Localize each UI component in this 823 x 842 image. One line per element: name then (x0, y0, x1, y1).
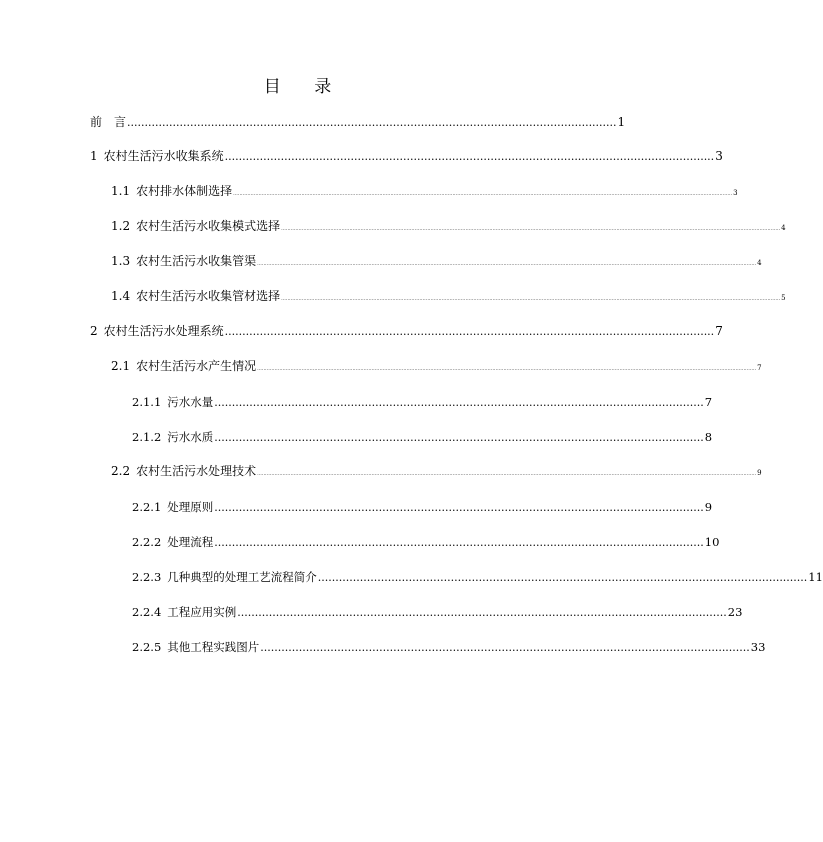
toc-entry-page: 7 (704, 395, 713, 409)
page-title: 目 录 (263, 77, 346, 97)
toc-entry-page: 9 (704, 500, 713, 514)
toc-entry-preface[interactable] (90, 114, 626, 130)
toc-entry-label: 农村生活污水收集模式选择 (136, 219, 281, 233)
toc-leader-dots: .......................................................................................................................................................................................................................................................................................................................... (233, 191, 733, 197)
toc-entry-label: 处理流程 (167, 535, 214, 549)
toc-entry-section-2-1[interactable] (111, 358, 762, 374)
toc-entry-label: 农村生活污水处理系统 (103, 324, 224, 338)
toc-entry-number: 2.1 (111, 359, 131, 373)
toc-entry-label: 农村生活污水收集管渠 (136, 254, 257, 268)
toc-entry-number: 2.2 (111, 464, 131, 478)
toc-leader-dots: ............................................................................................................................................ (224, 150, 715, 163)
toc-leader-dots: ............................................................................................................................................ (214, 536, 704, 549)
toc-entry-subsection-2-2-5[interactable] (132, 639, 766, 655)
toc-leader-dots: ............................................................................................................................................ (224, 325, 715, 338)
toc-leader-dots: ............................................................................................................................................ (214, 501, 704, 514)
toc-entry-page: 3 (715, 149, 723, 163)
toc-entry-page: 5 (781, 294, 786, 302)
toc-entry-number: 1.2 (111, 219, 131, 233)
toc-entry-page: 10 (704, 535, 720, 549)
toc-leader-dots: ............................................................................................................................................ (317, 571, 808, 584)
toc-entry-number: 1.1 (111, 184, 131, 198)
toc-entry-page: 8 (704, 430, 713, 444)
toc-entry-label: 处理原则 (167, 500, 214, 514)
toc-leader-dots: .......................................................................................................................................................................................................................................................................................................................... (257, 261, 757, 267)
toc-entry-label: 工程应用实例 (167, 605, 237, 619)
toc-entry-page: 7 (715, 324, 723, 338)
toc-entry-page: 11 (808, 570, 823, 584)
toc-entry-number: 2.2.3 (132, 570, 162, 584)
toc-entry-page: 7 (757, 364, 762, 372)
toc-entry-number: 2.1.2 (132, 430, 162, 444)
toc-entry-number: 1.4 (111, 289, 131, 303)
toc-entry-label: 农村生活污水收集管材选择 (136, 289, 281, 303)
toc-leader-dots: .......................................................................................................................................................................................................................................................................................................................... (257, 366, 757, 372)
toc-entry-number: 2.2.4 (132, 605, 162, 619)
toc-entry-number: 2.2.1 (132, 500, 162, 514)
toc-entry-page: 33 (750, 640, 766, 654)
toc-entry-label: 污水水质 (167, 430, 214, 444)
toc-entry-label: 农村生活污水产生情况 (136, 359, 257, 373)
toc-entry-label: 污水水量 (167, 395, 214, 409)
toc-entry-page: 3 (733, 189, 738, 197)
toc-leader-dots: ............................................................................................................................................ (214, 431, 704, 444)
toc-entry-page: 4 (757, 259, 762, 267)
toc-entry-chapter-1[interactable] (90, 148, 723, 164)
toc-entry-section-2-2[interactable] (111, 463, 762, 479)
toc-leader-dots: .......................................................................................................................................................................................................................................................................................................................... (257, 471, 757, 477)
toc-entry-number: 2.2.2 (132, 535, 162, 549)
toc-entry-section-1-1[interactable] (111, 183, 738, 199)
toc-entry-section-1-3[interactable] (111, 253, 762, 269)
toc-entry-subsection-2-2-2[interactable] (132, 534, 720, 550)
toc-entry-label: 前 言 (90, 115, 127, 129)
toc-entry-number: 2.1.1 (132, 395, 162, 409)
toc-entry-page: 9 (757, 469, 762, 477)
toc-leader-dots: ............................................................................................................................................ (237, 606, 727, 619)
toc-entry-label: 其他工程实践图片 (167, 640, 260, 654)
toc-leader-dots: .......................................................................................................................................................................................................................................................................................................................... (281, 226, 781, 232)
toc-entry-section-1-4[interactable] (111, 288, 786, 304)
toc-entry-page: 1 (617, 115, 626, 129)
toc-entry-label: 农村生活污水处理技术 (136, 464, 257, 478)
toc-entry-section-1-2[interactable] (111, 218, 786, 234)
toc-leader-dots: ............................................................................................................................................ (214, 396, 704, 409)
toc-leader-dots: ............................................................................................................................................ (260, 641, 750, 654)
toc-entry-page: 23 (727, 605, 743, 619)
toc-entry-subsection-2-1-1[interactable] (132, 394, 713, 410)
toc-entry-label: 农村排水体制选择 (136, 184, 233, 198)
toc-entry-subsection-2-1-2[interactable] (132, 429, 713, 445)
toc-entry-label: 农村生活污水收集系统 (103, 149, 224, 163)
toc-entry-number: 2 (90, 324, 98, 338)
toc-entry-subsection-2-2-1[interactable] (132, 499, 713, 515)
toc-entry-subsection-2-2-4[interactable] (132, 604, 743, 620)
toc-entry-number: 2.2.5 (132, 640, 162, 654)
toc-leader-dots: ............................................................................................................................................ (127, 116, 617, 129)
toc-entry-chapter-2[interactable] (90, 323, 723, 339)
toc-entry-number: 1.3 (111, 254, 131, 268)
toc-entry-number: 1 (90, 149, 98, 163)
toc-leader-dots: .......................................................................................................................................................................................................................................................................................................................... (281, 296, 781, 302)
toc-entry-label: 几种典型的处理工艺流程简介 (167, 570, 317, 584)
toc-entry-subsection-2-2-3[interactable] (132, 569, 823, 585)
toc-entry-page: 4 (781, 224, 786, 232)
